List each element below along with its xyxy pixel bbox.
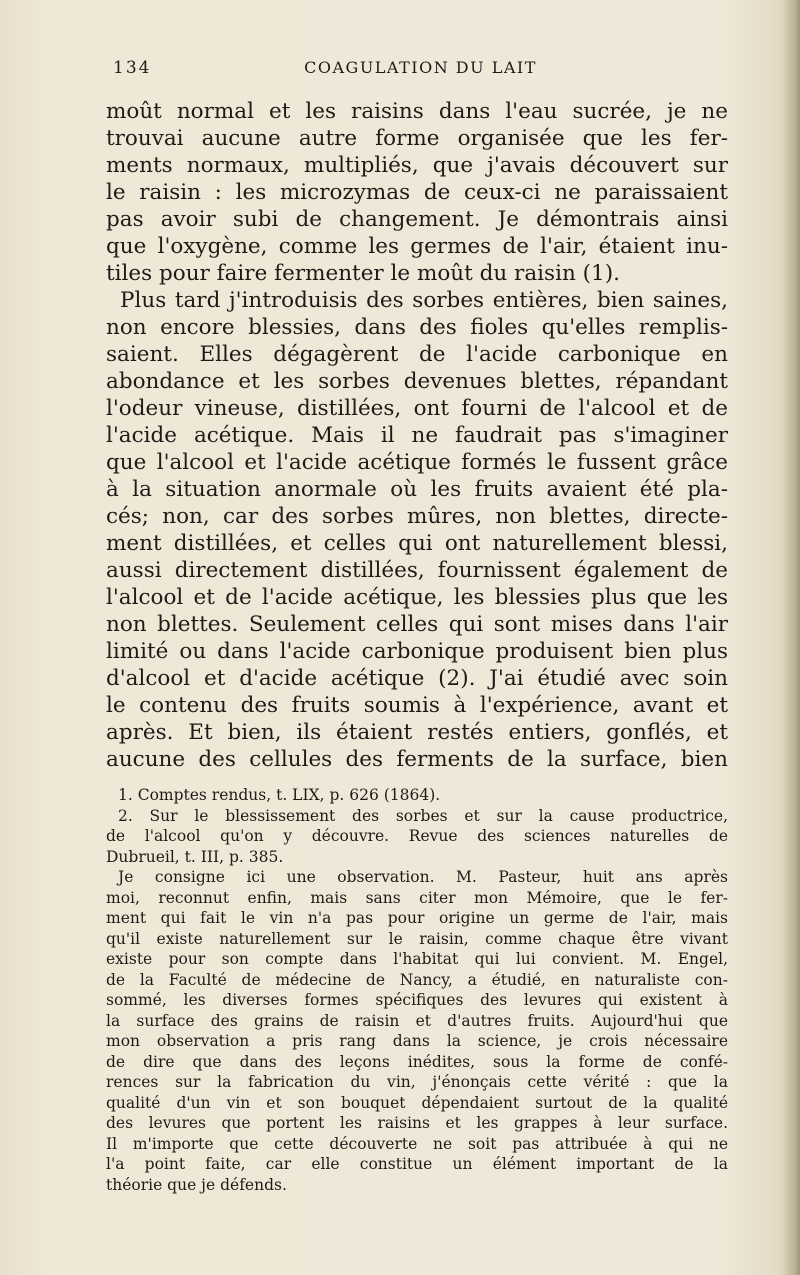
footnote-line: moi, reconnut enfin, mais sans citer mon Mémoire, que le fer- [106,888,728,907]
text-line: abondance et les sorbes devenues blettes, répandant [106,369,728,394]
text-line: à la situation anormale où les fruits avaient été pla- [106,477,728,502]
main-text [106,98,728,773]
text-line: ment distillées, et celles qui ont naturellement blessi, [106,531,728,556]
text-line: Plus tard j'introduisis des sorbes entières, bien saines, [120,288,728,313]
footnote-line: 2. Sur le blessissement des sorbes et sur la cause productrice, [118,806,728,825]
text-line: l'odeur vineuse, distillées, ont fourni de l'alcool et de [106,396,728,421]
footnote-line: de l'alcool qu'on y découvre. Revue des sciences naturelles de [106,827,728,845]
footnote-line: théorie que je défends. [106,1175,287,1194]
footnote-line: rences sur la fabrication du vin, j'énonçais cette vérité : que la [106,1073,728,1091]
footnote-line: Il m'importe que cette découverte ne soit pas attribuée à qui ne [106,1134,728,1153]
text-line: ments normaux, multipliés, que j'avais découvert sur [106,153,728,178]
page-edge-shadow [782,0,800,1275]
footnotes [106,785,728,1195]
text-line: que l'oxygène, comme les germes de l'air, étaient inu- [106,234,728,259]
text-line: cés; non, car des sorbes mûres, non blettes, directe- [106,504,728,529]
footnote-line: la surface des grains de raisin et d'autres fruits. Aujourd'hui que [106,1011,728,1030]
text-line: saient. Elles dégagèrent de l'acide carbonique en [106,342,728,367]
footnote-line: Dubrueil, t. III, p. 385. [106,847,284,866]
footnote-line: de la Faculté de médecine de Nancy, a étudié, en naturaliste con- [106,970,728,989]
text-line: aussi directement distillées, fournissent également de [106,558,728,583]
footnote-line: des levures que portent les raisins et les grappes à leur surface. [106,1114,728,1132]
footnote-line: de dire que dans des leçons inédites, sous la forme de confé- [106,1052,728,1071]
text-line: après. Et bien, ils étaient restés entiers, gonflés, et [106,720,728,745]
text-line: l'alcool et de l'acide acétique, les blessies plus que les [106,585,728,610]
text-line: le contenu des fruits soumis à l'expérience, avant et [106,693,728,718]
footnote-line: 1. Comptes rendus, t. LIX, p. 626 (1864). [118,786,441,804]
footnote-line: qualité d'un vin et son bouquet dépendaient surtout de la qualité [106,1093,728,1112]
page-number: 134 [113,58,152,78]
footnote-line: mon observation a pris rang dans la science, je crois nécessaire [106,1032,728,1050]
footnote-line: l'a point faite, car elle constitue un élément important de la [106,1155,728,1173]
text-line: aucune des cellules des ferments de la surface, bien [106,747,728,772]
footnote-line: existe pour son compte dans l'habitat qui lui convient. M. Engel, [106,950,728,968]
text-line: non blettes. Seulement celles qui sont mises dans l'air [106,612,728,637]
text-line: moût normal et les raisins dans l'eau sucrée, je ne [106,99,728,124]
text-line: tiles pour faire fermenter le moût du raisin (1). [106,261,620,286]
text-line: limité ou dans l'acide carbonique produisent bien plus [106,639,728,664]
running-title: COAGULATION DU LAIT [304,58,537,77]
text-line: l'acide acétique. Mais il ne faudrait pas s'imaginer [106,423,728,448]
footnote-line: qu'il existe naturellement sur le raisin, comme chaque être vivant [106,929,728,948]
text-line: trouvai aucune autre forme organisée que les fer- [106,126,728,151]
footnote-line: Je consigne ici une observation. M. Pasteur, huit ans après [118,868,728,886]
text-line: le raisin : les microzymas de ceux-ci ne paraissaient [106,180,728,205]
footnote-line: sommé, les diverses formes spécifiques des levures qui existent à [106,991,728,1009]
page-header [113,58,728,84]
text-line: non encore blessies, dans des fioles qu'elles remplis- [106,315,728,340]
text-line: pas avoir subi de changement. Je démontrais ainsi [106,207,728,232]
footnote-line: ment qui fait le vin n'a pas pour origine un germe de l'air, mais [106,909,728,927]
text-line: que l'alcool et l'acide acétique formés le fussent grâce [106,450,728,475]
text-line: d'alcool et d'acide acétique (2). J'ai étudié avec soin [106,666,728,691]
